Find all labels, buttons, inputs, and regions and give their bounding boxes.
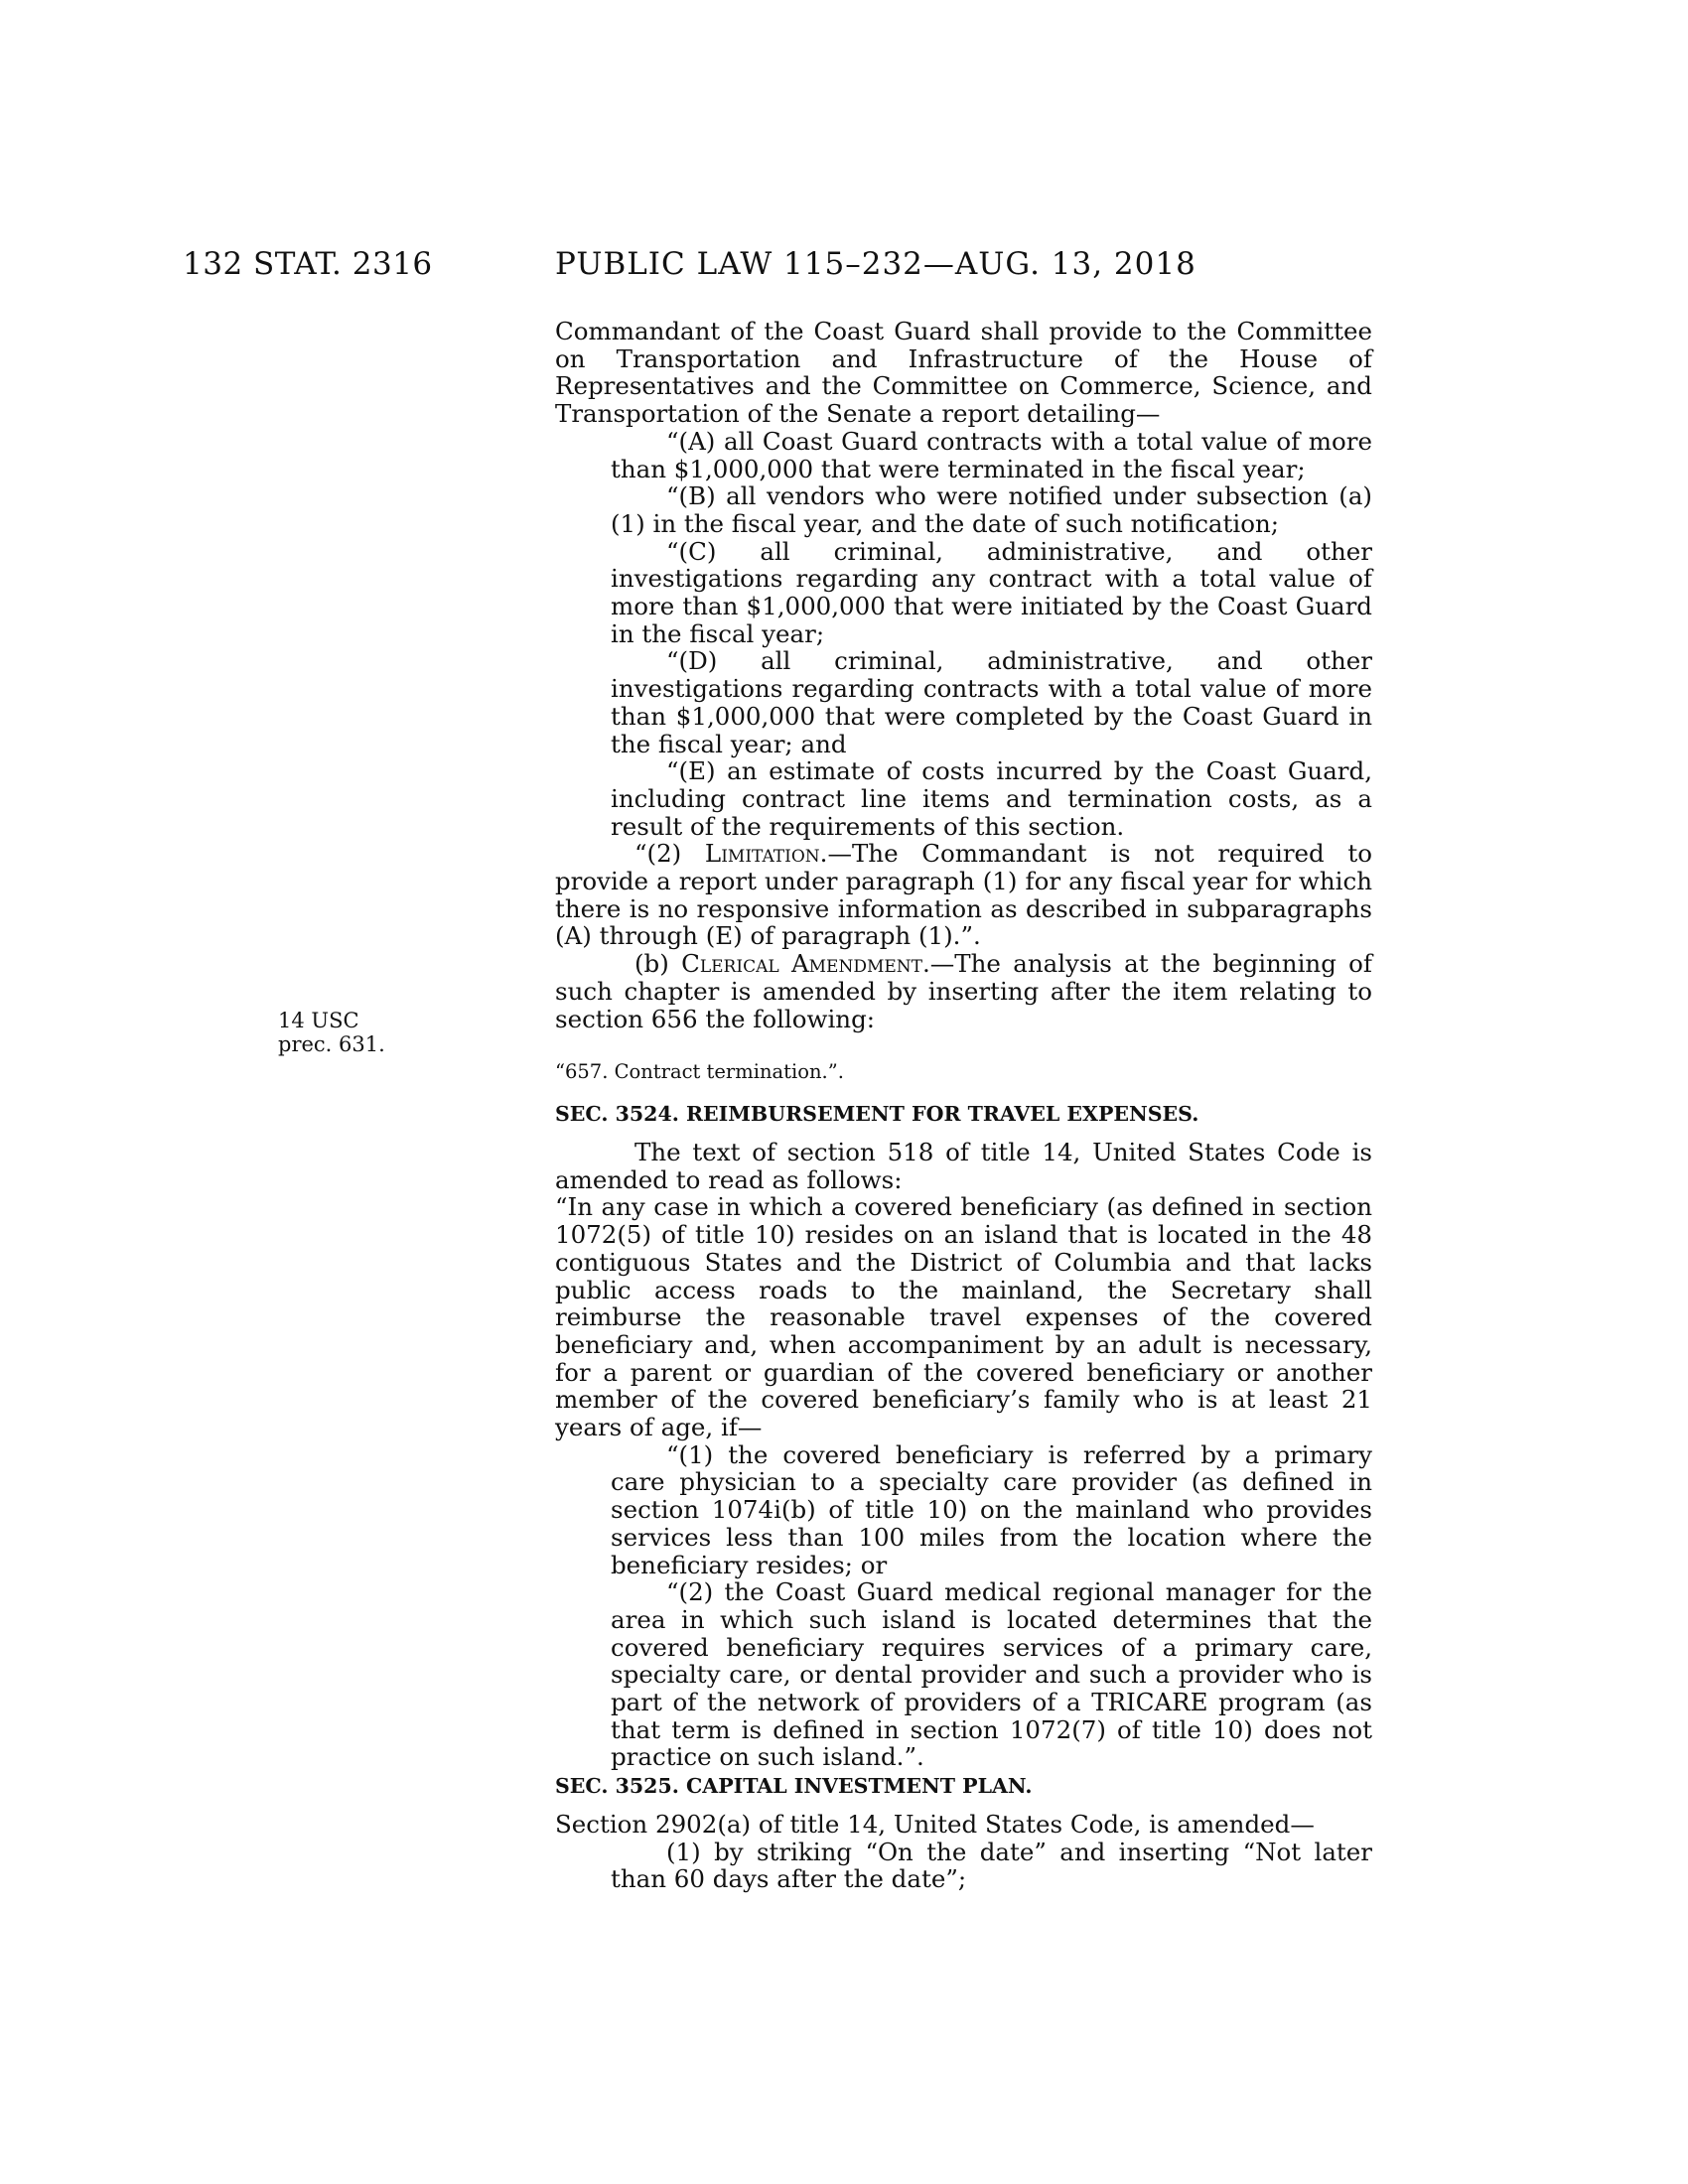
toc-block bbox=[555, 1060, 1372, 1084]
section-3524 bbox=[555, 1102, 1372, 1126]
limitation-heading: Limitation bbox=[704, 839, 820, 869]
section-3524-item-1: “(1) the covered beneficiary is referred by a primary care physician to a specialty care provider (as defined in section 1074i(b) of title 10) on the mainland who provides services less than 100 miles from the location where the beneficiary resides; or bbox=[611, 1439, 1372, 1579]
margin-note-usc bbox=[278, 1009, 385, 1056]
section-3524-body bbox=[555, 1139, 1372, 1771]
clerical-prefix: (b) bbox=[634, 949, 682, 979]
clerical-heading: Clerical Amendment bbox=[681, 949, 922, 979]
report-intro-paragraph: Commandant of the Coast Guard shall provide to the Committee on Transportation and Infrastructure of the House of Representatives and the Committee on Commerce, Science, and Transportation of the Senate a report detailing— bbox=[555, 317, 1372, 429]
report-item-a: “(A) all Coast Guard contracts with a total value of more than $1,000,000 that were terminated in the fiscal year; bbox=[611, 426, 1372, 483]
report-item-c: “(C) all criminal, administrative, and other investigations regarding any contract with a total value of more than $1,000,000 that were initiated by the Coast Guard in the fiscal year; bbox=[611, 536, 1372, 648]
limitation-prefix: “(2) bbox=[634, 839, 705, 869]
section-3524-heading: SEC. 3524. REIMBURSEMENT FOR TRAVEL EXPENSES. bbox=[555, 1102, 1199, 1126]
limitation-text: .—The Commandant is not required to provide a report under paragraph (1) for any fiscal year for which there is no responsive information as described in subparagraphs (A) through (E) of paragraph (1).”. bbox=[555, 839, 1372, 951]
report-block bbox=[555, 318, 1372, 1032]
section-3525-body bbox=[555, 1811, 1372, 1893]
section-3524-item-2: “(2) the Coast Guard medical regional manager for the area in which such island is located determines that the covered beneficiary requires services of a primary care, specialty care, or dental provider and such a provider who is part of the network of providers of a TRICARE program (as that term is defined in section 1072(7) of title 10) does not practice on such island.”. bbox=[611, 1577, 1372, 1772]
margin-note-line-2: prec. 631. bbox=[278, 1032, 385, 1056]
clerical-amendment-paragraph bbox=[555, 950, 1372, 1032]
running-title: PUBLIC LAW 115–232—AUG. 13, 2018 bbox=[555, 246, 1196, 282]
section-3524-intro: The text of section 518 of title 14, United States Code is amended to read as follows: bbox=[555, 1138, 1372, 1194]
report-item-b: “(B) all vendors who were notified under subsection (a)(1) in the fiscal year, and the date of such notification; bbox=[611, 481, 1372, 538]
section-3525-heading: SEC. 3525. CAPITAL INVESTMENT PLAN. bbox=[555, 1774, 1033, 1798]
report-item-e: “(E) an estimate of costs incurred by the Coast Guard, including contract line items and termination costs, as a result of the requirements of this section. bbox=[611, 756, 1372, 841]
section-3525 bbox=[555, 1774, 1372, 1798]
toc-entry: “657. Contract termination.”. bbox=[555, 1060, 844, 1083]
section-3525-intro: Section 2902(a) of title 14, United States Code, is amended— bbox=[555, 1810, 1315, 1839]
section-3524-quoted-text: “In any case in which a covered beneficiary (as defined in section 1072(5) of title 10) resides on an island that is located in the 48 contiguous States and the District of Columbia and that lacks public access roads to the mainland, the Secretary shall reimburse the reasonable travel expenses of the covered beneficiary and, when accompaniment by an adult is necessary, for a parent or guardian of the covered beneficiary or another member of the covered beneficiary’s family who is at least 21 years of age, if— bbox=[555, 1192, 1372, 1442]
report-item-d: “(D) all criminal, administrative, and other investigations regarding contracts with a total value of more than $1,000,000 that were completed by the Coast Guard in the fiscal year; and bbox=[611, 646, 1372, 758]
stat-citation: 132 STAT. 2316 bbox=[183, 246, 433, 282]
margin-note-line-1: 14 USC bbox=[278, 1009, 359, 1032]
clerical-text: .—The analysis at the beginning of such chapter is amended by inserting after the item relating to section 656 the following: bbox=[555, 949, 1373, 1033]
limitation-paragraph bbox=[555, 840, 1372, 950]
section-3525-item-1: (1) by striking “On the date” and inserting “Not later than 60 days after the date”; bbox=[611, 1837, 1372, 1894]
